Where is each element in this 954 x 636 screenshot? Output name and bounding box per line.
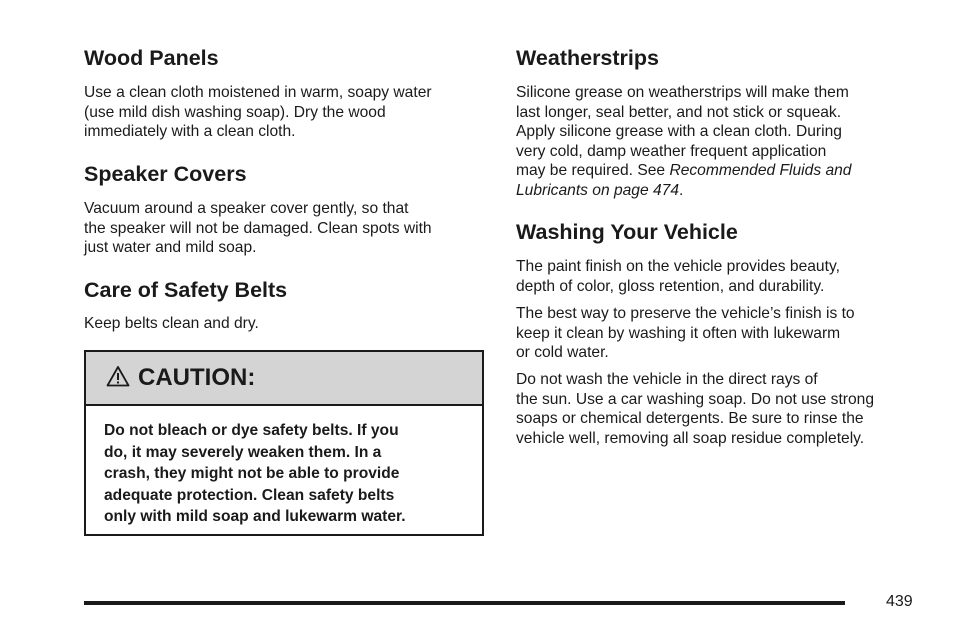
safety-belts-heading: Care of Safety Belts xyxy=(84,278,288,302)
washing-paragraph-3: Do not wash the vehicle in the direct rays of the sun. Use a car washing soap. Do not use strong soaps or chemical detergents. Be sure to rinse the vehicle well, removing all soap residue completely. xyxy=(516,371,874,447)
speaker-covers-heading: Speaker Covers xyxy=(84,162,247,186)
washing-paragraph-1: The paint finish on the vehicle provides beauty, depth of color, gloss retention, and durability. xyxy=(516,258,840,295)
caution-title: CAUTION: xyxy=(138,364,256,391)
safety-belts-text: Keep belts clean and dry. xyxy=(84,315,259,332)
page-number: 439 xyxy=(886,593,913,610)
wood-panels-heading: Wood Panels xyxy=(84,46,219,70)
washing-heading: Washing Your Vehicle xyxy=(516,220,738,244)
speaker-covers-text: Vacuum around a speaker cover gently, so that the speaker will not be damaged. Clean spots with just water and mild soap. xyxy=(84,200,432,256)
caution-text: Do not bleach or dye safety belts. If you do, it may severely weaken them. In a crash, they might not be able to provide adequate protection. Clean safety belts only with mild soap and lukewarm water. xyxy=(104,422,406,526)
warning-triangle-icon xyxy=(106,365,130,392)
caution-header xyxy=(86,352,482,406)
footer-rule xyxy=(84,601,845,605)
fluids-reference: Recommended Fluids and xyxy=(669,162,852,179)
wood-panels-text: Use a clean cloth moistened in warm, soapy water (use mild dish washing soap). Dry the wood immediately with a clean cloth. xyxy=(84,84,432,140)
weatherstrips-text: Silicone grease on weatherstrips will make them last longer, seal better, and not stick or squeak. Apply silicone grease with a clean cloth. During very cold, damp weather frequent application may be required. See Recommended Fluids and Lubricants on page 474. xyxy=(516,84,852,199)
weatherstrips-heading: Weatherstrips xyxy=(516,46,659,70)
washing-paragraph-2: The best way to preserve the vehicle’s finish is to keep it clean by washing it often with lukewarm or cold water. xyxy=(516,305,855,361)
caution-box xyxy=(84,350,484,536)
page-reference: Lubricants on page 474 xyxy=(516,181,679,199)
